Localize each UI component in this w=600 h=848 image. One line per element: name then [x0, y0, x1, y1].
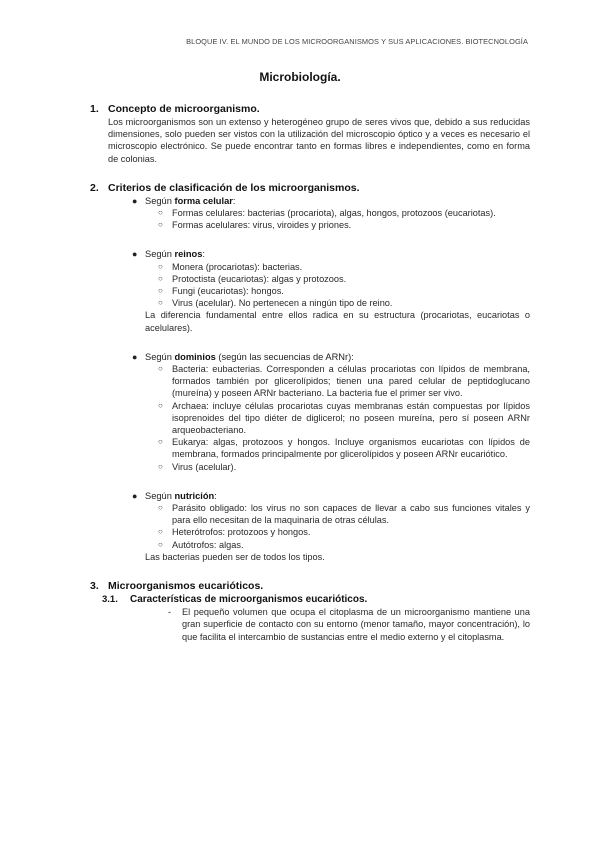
circle-bullet-icon: ○ [158, 273, 163, 283]
subsection-3-1-heading [102, 593, 530, 606]
list-item: ○ Parásito obligado: los virus no son capaces de llevar a cabo sus funciones vitales y para ello necesitan de la maquinaria de otras células. [158, 503, 530, 526]
criterion-forma-celular: ● Según forma celular: [132, 195, 236, 206]
list-item: ○ Formas celulares: bacterias (procariota), algas, hongos, protozoos (eucariotas). [158, 208, 496, 219]
circle-bullet-icon: ○ [158, 400, 163, 410]
list-item: ○ Archaea: incluye células procariotas cuyas membranas están compuestas por lípidos isoprenoides del tipo diéter de diglicerol; no poseen mureína, pero sí poseen ARNr arqueobacteriano. [158, 400, 530, 436]
keyword: forma celular [174, 195, 233, 206]
list-item: ○ Monera (procariotas): bacterias. [158, 261, 303, 272]
nutricion-note: Las bacterias pueden ser de todos los tipos. [145, 551, 325, 562]
criterion-reinos: ● Según reinos: [132, 249, 205, 260]
keyword: nutrición [174, 490, 215, 501]
keyword: reinos [174, 249, 203, 260]
circle-bullet-icon: ○ [158, 437, 163, 447]
section-number: 1. [90, 103, 99, 115]
keyword: dominios [174, 351, 216, 362]
list-item: ○ Bacteria: eubacterias. Corresponden a células procariotas con lípidos de membrana, formados también por glicerolípidos; tienen una pared celular de peptidoglucano (mureína) y poseen ARNr bacteriano. La bacteria fue el primer ser vivo. [158, 364, 530, 399]
bullet-icon: ● [132, 351, 138, 362]
list-item: ○ Formas acelulares: virus, viroides y priones. [158, 220, 352, 231]
list-item: ○ Autótrofos: algas. [158, 539, 244, 550]
circle-bullet-icon: ○ [158, 364, 163, 374]
subsection-title: Características de microorganismos eucarióticos. [130, 594, 368, 606]
circle-bullet-icon: ○ [158, 208, 163, 218]
list-item: ○ Eukarya: algas, protozoos y hongos. Incluye organismos eucariotas con lípidos de membrana, formados principalmente por glicerolípidos y poseen ARNr eucariótico. [158, 437, 530, 460]
bullet-icon: ● [132, 490, 138, 501]
subsection-number: 3.1. [102, 594, 118, 606]
document-body [90, 103, 530, 643]
circle-bullet-icon: ○ [158, 539, 163, 549]
list-item: ○ Protoctista (eucariotas): algas y protozoos. [158, 273, 347, 284]
section-title: Microorganismos eucarióticos. [108, 580, 264, 593]
section-3-heading [90, 580, 530, 593]
circle-bullet-icon: ○ [158, 298, 163, 308]
section-1-heading [90, 103, 530, 116]
bullet-icon: ● [132, 195, 138, 206]
list-item: ○ Virus (acelular). No pertenecen a ningún tipo de reino. [158, 298, 393, 309]
circle-bullet-icon: ○ [158, 527, 163, 537]
section-number: 3. [90, 580, 99, 593]
circle-bullet-icon: ○ [158, 461, 163, 471]
section-title: Criterios de clasificación de los microorganismos. [108, 181, 360, 194]
list-item: ○ Fungi (eucariotas): hongos. [158, 286, 284, 297]
circle-bullet-icon: ○ [158, 286, 163, 296]
list-item: ○ Virus (acelular). [158, 461, 237, 472]
section-title: Concepto de microorganismo. [108, 103, 260, 115]
dash-bullet-icon: - [168, 607, 172, 618]
list-item: - El pequeño volumen que ocupa el citoplasma de un microorganismo mantiene una gran superficie de contacto con su entorno (menor tamaño, mayor concentración), lo que facilita el intercambio de sustancias entre el medio externo y el citoplasma. [168, 607, 530, 642]
circle-bullet-icon: ○ [158, 220, 163, 230]
page-title: Microbiología. [259, 70, 341, 84]
reinos-note: La diferencia fundamental entre ellos radica en su estructura (procariotas, eucariotas o acelulares). [145, 310, 530, 333]
circle-bullet-icon: ○ [158, 503, 163, 513]
section-number: 2. [90, 181, 99, 194]
bullet-icon: ● [132, 249, 138, 260]
list-item: ○ Heterótrofos: protozoos y hongos. [158, 527, 311, 538]
criterion-nutricion: ● Según nutrición: [132, 490, 217, 501]
running-header: BLOQUE IV. EL MUNDO DE LOS MICROORGANISMOS Y SUS APLICACIONES. BIOTECNOLOGÍA [186, 37, 528, 46]
section-2-heading [90, 181, 530, 195]
circle-bullet-icon: ○ [158, 261, 163, 271]
criterion-dominios: ● Según dominios (según las secuencias de ARNr): [132, 351, 354, 362]
section-1-paragraph: Los microorganismos son un extenso y heterogéneo grupo de seres vivos que, debido a sus reducidas dimensiones, solo pueden ser vistos con la utilización del microscopio óptico y a veces es necesario el microscopio electrónico. Se puede encontrar tanto en formas libres e independientes, como en forma de colonias. [108, 117, 530, 164]
